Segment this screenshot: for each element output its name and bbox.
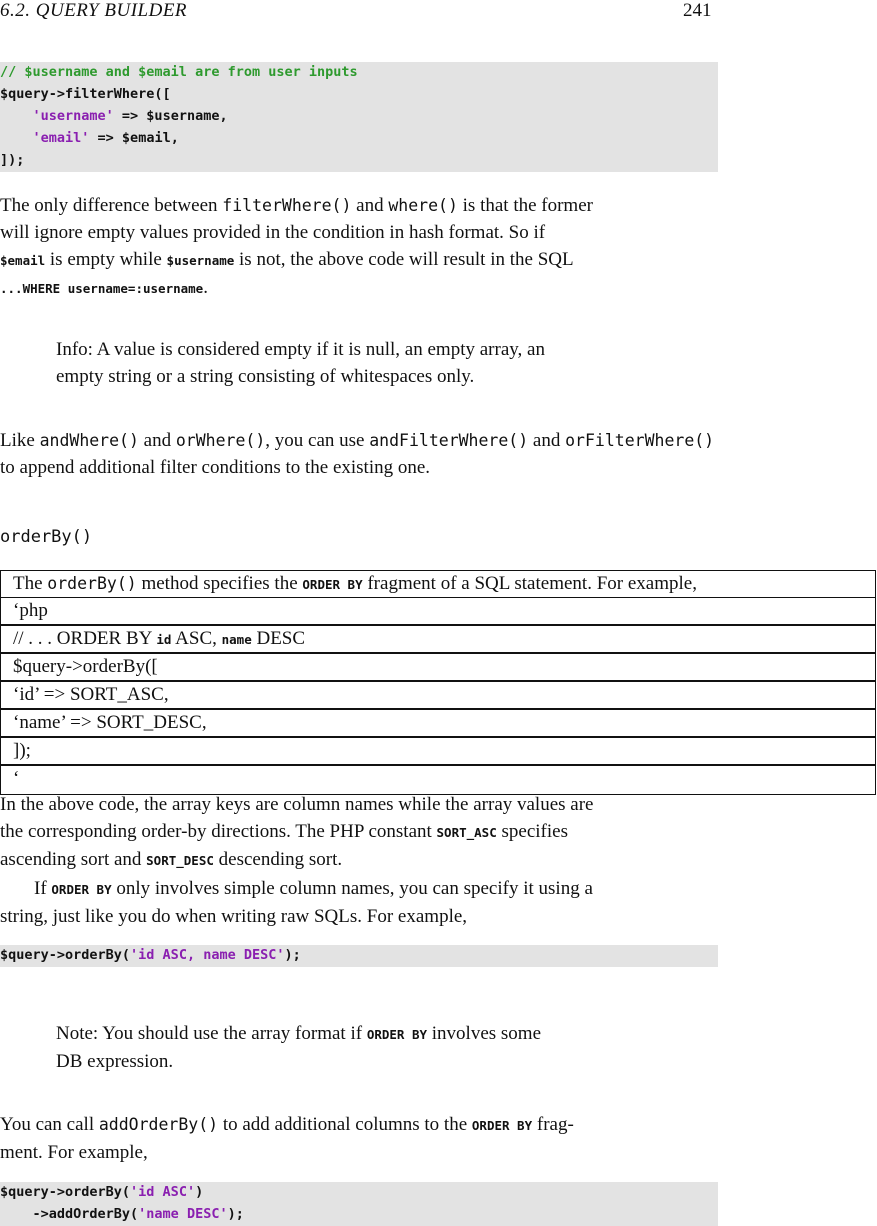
text: In the above code, the array keys are column names while the array values are <box>0 794 594 815</box>
inline-code: orFilterWhere() <box>565 431 715 450</box>
paragraph-addorderby <box>0 1111 718 1166</box>
table-row: ]); <box>0 737 876 765</box>
text: and <box>528 430 566 451</box>
inline-code: ORDER BY <box>366 1027 428 1042</box>
code-block-addorderby <box>0 1182 718 1226</box>
text: The only difference between <box>0 195 223 216</box>
table-row: ‘ <box>0 765 876 795</box>
section-heading-orderby: orderBy() <box>0 527 93 547</box>
note-box <box>56 1020 696 1075</box>
code-string: 'username' <box>32 108 114 124</box>
text: Note: You should use the array format if <box>56 1023 367 1044</box>
inline-code: filterWhere() <box>222 196 352 215</box>
text: ment. For example, <box>0 1142 148 1163</box>
code-text: $query->orderBy( <box>0 947 131 963</box>
inline-code: name <box>221 632 252 647</box>
code-line <box>0 1206 244 1222</box>
table-row <box>0 625 876 653</box>
text: is that the former <box>457 195 593 216</box>
table-row <box>0 570 876 598</box>
text: You can call <box>0 1114 99 1135</box>
text: involves some <box>427 1023 542 1044</box>
text: the corresponding order-by directions. The PHP constant <box>0 821 437 842</box>
text: The <box>13 573 48 594</box>
table-row: $query->orderBy([ <box>0 653 876 681</box>
text: string, just like you do when writing raw SQLs. For example, <box>0 906 468 927</box>
inline-code: ORDER BY <box>302 577 363 592</box>
inline-code: andWhere() <box>39 431 139 450</box>
code-text: ); <box>284 947 301 963</box>
paragraph-filterwhere <box>0 192 718 302</box>
page-number: 241 <box>683 0 712 21</box>
inline-code: where() <box>388 196 458 215</box>
code-text: => $email, <box>89 130 179 146</box>
code-line <box>0 1184 203 1200</box>
code-text: ) <box>195 1184 204 1200</box>
text: Like <box>0 430 40 451</box>
code-string: 'id ASC, name DESC' <box>130 947 285 963</box>
text: to append additional filter conditions to the existing one. <box>0 457 431 478</box>
inline-code: SORT_ASC <box>436 825 497 840</box>
code-line: ]); <box>0 152 25 168</box>
text: specifies <box>496 821 568 842</box>
code-text: ); <box>227 1206 244 1222</box>
code-text: $query->orderBy( <box>0 1184 131 1200</box>
code-block-filterwhere <box>0 62 718 172</box>
text: ASC, <box>171 628 222 649</box>
text: frag- <box>532 1114 574 1135</box>
code-string: 'email' <box>32 130 90 146</box>
text: DESC <box>251 628 306 649</box>
text: method specifies the <box>136 573 303 594</box>
text: is not, the above code will result in the SQL <box>234 249 574 270</box>
code-line: $query->filterWhere([ <box>0 86 171 102</box>
code-line <box>0 108 228 124</box>
info-line: empty string or a string consisting of whitespaces only. <box>56 366 475 387</box>
inline-code: orderBy() <box>47 574 137 593</box>
text: and <box>138 430 176 451</box>
info-note <box>56 336 696 390</box>
table-row: ‘name’ => SORT_DESC, <box>0 709 876 737</box>
text: descending sort. <box>213 849 343 870</box>
text: // . . . ORDER BY <box>13 628 157 649</box>
inline-code: id <box>156 632 172 647</box>
code-block-orderby-string <box>0 945 718 967</box>
text: If <box>34 878 52 899</box>
paragraph-orderby-explained <box>0 791 718 874</box>
inline-code: ORDER BY <box>51 882 112 897</box>
paragraph-orderby-string <box>0 875 718 930</box>
section-header: 6.2. QUERY BUILDER <box>0 0 188 21</box>
code-line <box>0 130 179 146</box>
code-text: => $username, <box>113 108 228 124</box>
inline-code: $username <box>166 253 235 268</box>
inline-code: SORT_DESC <box>146 853 214 868</box>
code-comment: // $username and $email are from user inputs <box>0 64 358 80</box>
text: to add additional columns to the <box>218 1114 472 1135</box>
inline-code: andFilterWhere() <box>369 431 529 450</box>
table-row: ‘php <box>0 597 876 625</box>
text: ascending sort and <box>0 849 147 870</box>
note-line: DB expression. <box>56 1051 174 1072</box>
info-line: Info: A value is considered empty if it is null, an empty array, an <box>56 339 545 360</box>
code-string: 'name DESC' <box>138 1206 228 1222</box>
inline-code: orWhere() <box>175 431 266 450</box>
text: will ignore empty values provided in the condition in hash format. So if <box>0 222 546 243</box>
inline-code: ORDER BY <box>471 1118 533 1133</box>
code-line <box>0 947 301 963</box>
text: and <box>351 195 389 216</box>
inline-code: ...WHERE username=:username <box>0 281 204 296</box>
text: fragment of a SQL statement. For example, <box>362 573 697 594</box>
paragraph-filter-append <box>0 427 877 481</box>
text: , you can use <box>265 430 370 451</box>
code-text: ->addOrderBy( <box>0 1206 139 1222</box>
table-row: ‘id’ => SORT_ASC, <box>0 681 876 709</box>
code-string: 'id ASC' <box>130 1184 196 1200</box>
text: only involves simple column names, you can specify it using a <box>111 878 593 899</box>
inline-code: $email <box>0 253 46 268</box>
text: is empty while <box>45 249 167 270</box>
text: . <box>203 277 208 298</box>
inline-code: addOrderBy() <box>98 1115 219 1134</box>
